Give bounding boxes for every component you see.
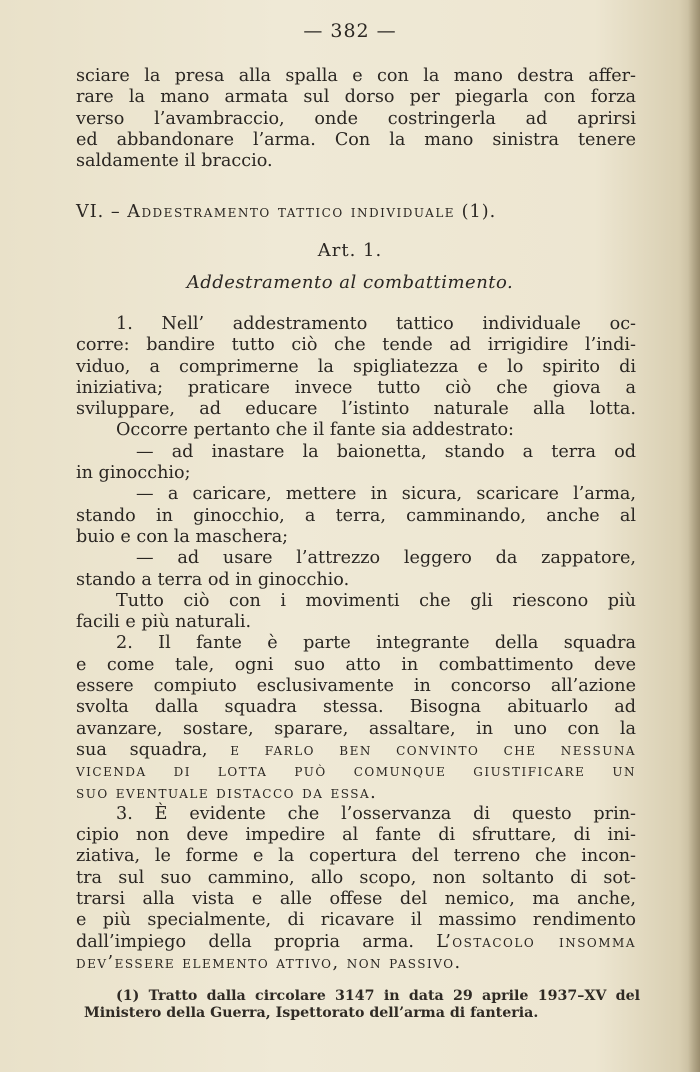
footnote-line: (1) Tratto dalla circolare 3147 in data 29 aprile 1937–XV del (116, 988, 640, 1004)
text-line: facili e più naturali. (76, 612, 252, 633)
text-run: sua squadra, (76, 739, 208, 760)
page-edge-shadow (688, 0, 700, 1072)
text-line: 1. Nell’ addestramento tattico individuale oc- (116, 314, 636, 334)
page-number: — 382 — (303, 20, 397, 42)
emphasis-line: vicenda di lotta può comunque giustificare un (76, 761, 636, 782)
text-line: — ad inastare la baionetta, stando a terra od (136, 441, 636, 462)
text-run: dall’impiego della propria arma. (76, 931, 414, 952)
footnote (84, 988, 640, 1022)
text-line: stando in ginocchio, a terra, camminando, anche al (76, 505, 636, 526)
text-line: verso l’avambraccio, onde costringerla ad aprirsi (76, 108, 636, 129)
footnote-line: Ministero della Guerra, Ispettorato dell’arma di fanteria. (84, 1005, 539, 1021)
text-line: cipio non deve impedire al fante di sfruttare, di ini- (76, 825, 636, 846)
section-title: Addestramento tattico individuale (127, 202, 456, 222)
article-label: Art. 1. (317, 240, 383, 261)
text-line: stando a terra od in ginocchio. (76, 569, 350, 590)
emphasis-line: suo eventuale distacco da essa. (76, 782, 378, 803)
text-line: buio e con la maschera; (76, 526, 289, 547)
article-subtitle: Addestramento al combattimento. (186, 272, 514, 293)
emphasis-run: e farlo ben convinto che nessuna (230, 739, 637, 760)
footnote-reference: (1). (461, 202, 497, 222)
text-line: corre: bandire tutto ciò che tende ad irrigidire l’indi- (76, 335, 636, 356)
text-line: 2. Il fante è parte integrante della squadra (116, 633, 636, 654)
text-line: essere compiuto esclusivamente in concorso all’azione (76, 676, 636, 697)
text-line (76, 932, 636, 953)
text-line: tra sul suo cammino, allo scopo, non soltanto di sot- (76, 867, 636, 888)
text-line: sviluppare, ad educare l’istinto naturale alla lotta. (76, 399, 636, 420)
text-line: saldamente il braccio. (76, 151, 273, 172)
text-line: viduo, a comprimerne la spigliatezza e lo spirito di (76, 356, 636, 377)
emphasis-line: dev’essere elemento attivo, non passivo. (76, 952, 462, 973)
text-line: Occorre pertanto che il fante sia addestrato: (116, 420, 514, 441)
text-line: Tutto ciò con i movimenti che gli riescono più (116, 590, 636, 611)
text-line: 3. È evidente che l’osservanza di questo prin- (116, 803, 636, 824)
text-line: — a caricare, mettere in sicura, scaricare l’arma, (136, 484, 636, 505)
text-line: avanzare, sostare, sparare, assaltare, in uno con la (76, 718, 636, 739)
section-numeral: VI. – (76, 202, 121, 222)
text-line: sciare la presa alla spalla e con la mano destra affer- (76, 66, 636, 86)
text-line (76, 740, 636, 761)
text-line: rare la mano armata sul dorso per piegarla con forza (76, 87, 636, 108)
text-line: e più specialmente, di ricavare il massimo rendimento (76, 910, 636, 931)
text-line: e come tale, ogni suo atto in combattimento deve (76, 654, 636, 675)
text-line: — ad usare l’attrezzo leggero da zappatore, (136, 548, 636, 569)
text-line: iniziativa; praticare invece tutto ciò che giova a (76, 377, 636, 398)
text-line: ed abbandonare l’arma. Con la mano sinistra tenere (76, 129, 636, 150)
intro-paragraph (76, 66, 636, 172)
emphasis-run: L’ostacolo insomma (436, 931, 637, 952)
text-line: trarsi alla vista e alle offese del nemico, ma anche, (76, 889, 636, 910)
text-line: ziativa, le forme e la copertura del terreno che incon- (76, 846, 636, 867)
text-line: svolta dalla squadra stessa. Bisogna abituarlo ad (76, 697, 636, 718)
text-line: in ginocchio; (76, 463, 191, 484)
section-heading (76, 202, 636, 222)
article-body (76, 314, 636, 974)
